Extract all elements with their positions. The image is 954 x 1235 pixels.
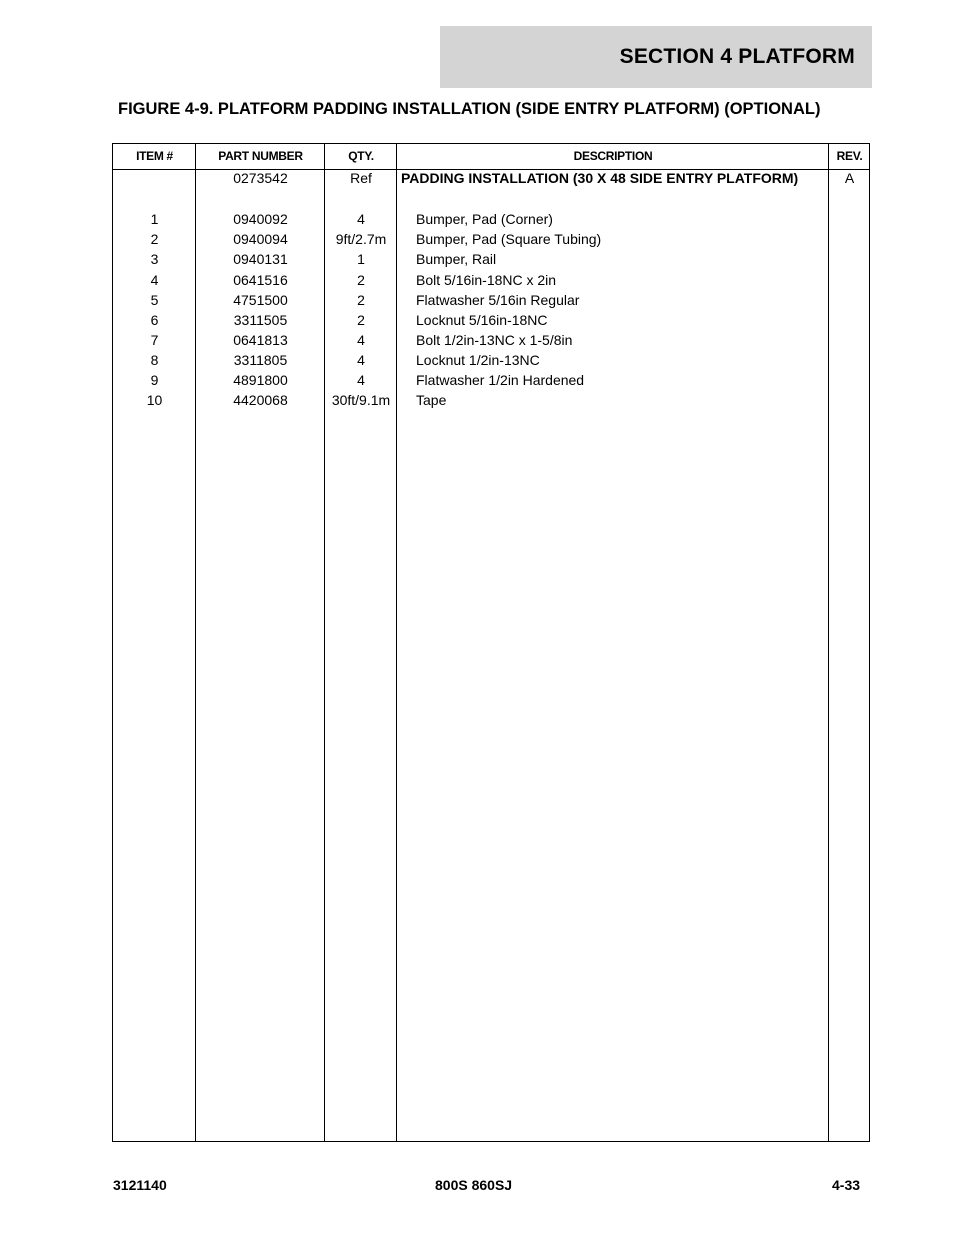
quantity: Ref <box>350 170 372 186</box>
part-number: 0940094 <box>233 231 288 247</box>
table-row <box>113 209 869 229</box>
item-number: 2 <box>150 231 159 247</box>
quantity: 4 <box>357 211 365 227</box>
part-number: 4891800 <box>233 372 288 388</box>
item-number: 5 <box>150 292 159 308</box>
description: Bumper, Pad (Corner) <box>416 211 553 227</box>
table-row <box>113 290 869 310</box>
section-header <box>440 26 872 88</box>
item-number: 8 <box>150 352 159 368</box>
part-number: 0940092 <box>233 211 288 227</box>
description: Bolt 1/2in-13NC x 1-5/8in <box>416 332 573 348</box>
item-number: 6 <box>150 312 159 328</box>
description: Bolt 5/16in-18NC x 2in <box>416 272 557 288</box>
column-header-description: DESCRIPTION <box>573 149 653 163</box>
quantity: 2 <box>357 292 365 308</box>
table-row <box>113 330 869 350</box>
description: Flatwasher 1/2in Hardened <box>416 372 585 388</box>
table-row <box>113 270 869 290</box>
description: Locknut 1/2in-13NC <box>416 352 540 368</box>
section-title: SECTION 4 PLATFORM <box>619 45 855 68</box>
column-header-item: ITEM # <box>136 149 173 163</box>
quantity: 4 <box>357 332 365 348</box>
part-number: 3311505 <box>233 312 288 328</box>
part-number: 4420068 <box>233 392 288 408</box>
quantity: 1 <box>357 251 365 267</box>
part-number: 0940131 <box>233 251 288 267</box>
column-header-rev: REV. <box>836 149 863 163</box>
part-number: 4751500 <box>233 292 288 308</box>
table-row <box>113 310 869 330</box>
description: Flatwasher 5/16in Regular <box>416 292 580 308</box>
table-row <box>113 390 869 410</box>
part-number: 0641813 <box>233 332 288 348</box>
item-number: 10 <box>146 392 163 408</box>
item-number: 4 <box>150 272 159 288</box>
footer-page-number: 4-33 <box>832 1177 861 1193</box>
part-number: 0641516 <box>233 272 288 288</box>
table-row <box>113 229 869 249</box>
footer-doc-number: 3121140 <box>113 1177 167 1193</box>
part-number: 3311805 <box>233 352 288 368</box>
item-number: 7 <box>150 332 159 348</box>
quantity: 2 <box>357 312 365 328</box>
quantity: 4 <box>357 352 365 368</box>
parts-table <box>112 143 870 1142</box>
column-header-part-number: PART NUMBER <box>218 149 303 163</box>
column-header-qty: QTY. <box>348 149 374 163</box>
part-number: 0273542 <box>233 170 288 186</box>
footer-model: 800S 860SJ <box>435 1177 513 1193</box>
description: Bumper, Pad (Square Tubing) <box>416 231 602 247</box>
table-row <box>113 370 869 390</box>
assembly-row <box>113 168 869 188</box>
assembly-description: PADDING INSTALLATION (30 X 48 SIDE ENTRY PLATFORM) <box>401 170 799 186</box>
quantity: 4 <box>357 372 365 388</box>
quantity: 30ft/9.1m <box>331 392 391 408</box>
revision: A <box>844 170 855 186</box>
quantity: 9ft/2.7m <box>335 231 387 247</box>
description: Bumper, Rail <box>416 251 497 267</box>
quantity: 2 <box>357 272 365 288</box>
figure-title: FIGURE 4-9. PLATFORM PADDING INSTALLATION (SIDE ENTRY PLATFORM) (OPTIONAL) <box>118 100 821 118</box>
item-number: 9 <box>150 372 159 388</box>
table-row <box>113 249 869 269</box>
description: Tape <box>416 392 447 408</box>
item-number: 1 <box>150 211 159 227</box>
item-number: 3 <box>150 251 159 267</box>
table-row <box>113 350 869 370</box>
description: Locknut 5/16in-18NC <box>416 312 548 328</box>
